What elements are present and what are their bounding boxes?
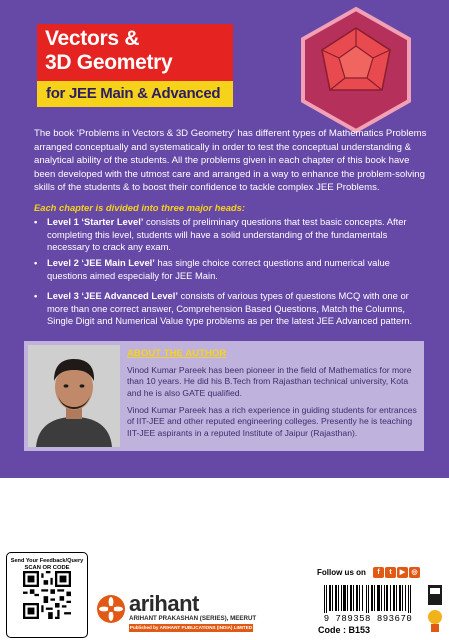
author-panel <box>24 341 424 451</box>
barcode-icon <box>322 585 414 613</box>
author-photo <box>28 345 120 447</box>
feedback-box <box>6 552 88 638</box>
bullet: • <box>34 257 38 268</box>
author-bio-1: Vinod Kumar Pareek has been pioneer in the field of Mathematics for more than 10 years. He did his B.Tech from Rajasthan technical university, Kota and he is also GATE qualified. <box>127 365 412 398</box>
title-box <box>37 24 233 81</box>
book-description: The book ‘Problems in Vectors & 3D Geometry’ has different types of Mathematics Problems arranged conceptually and systematically in order to test the conceptual understanding & analytical ability of the students. All the problems given in each chapter of this book have been developed with the utmost care and arranged in a way to enhance the problem-solving skills of the students & to boost their confidence to tackle complex JEE Problems. <box>34 128 427 194</box>
publisher-bar: Published by ARIHANT PUBLICATIONS (INDIA) LIMITED <box>129 625 253 630</box>
level-2-title: Level 2 ‘JEE Main Level’ <box>47 257 155 268</box>
book-code: Code : B153 <box>318 625 371 635</box>
qr-code-icon[interactable] <box>23 571 71 619</box>
publisher-line: ARIHANT PRAKASHAN (SERIES), MEERUT <box>129 615 257 622</box>
bullet: • <box>34 290 38 301</box>
level-3-item <box>34 290 430 328</box>
title-line-1: Vectors & <box>45 27 140 50</box>
dodecahedron-emblem-icon <box>298 6 414 134</box>
level-1-item <box>34 216 430 254</box>
level-2-item <box>34 257 430 282</box>
isbn-number: 9 789358 893670 <box>323 614 413 624</box>
facebook-icon[interactable]: f <box>373 567 384 578</box>
title-line-2: 3D Geometry <box>45 51 173 74</box>
chapter-heading: Each chapter is divided into three major heads: <box>34 202 245 213</box>
youtube-icon[interactable]: ▶ <box>397 567 408 578</box>
level-1-text: consists of preliminary questions that test basic concepts. After completing this level, students will have a solid understanding of the fundamentals necessary to crack any exam. <box>47 216 407 253</box>
subtitle-box <box>37 81 233 107</box>
subtitle: for JEE Main & Advanced <box>46 85 221 102</box>
feedback-scan-label: SCAN OR CODE <box>24 565 70 571</box>
author-bio-2: Vinod Kumar Pareek has a rich experience in guiding students for entrances of IIT-JEE and other reputed engineering colleges. Presently he is teaching IIT-JEE aspirants in a reputed Institute of Jaipur (Rajasthan). <box>127 405 417 438</box>
twitter-icon[interactable]: t <box>385 567 396 578</box>
barcode-box <box>318 583 418 623</box>
level-1-title: Level 1 ‘Starter Level’ <box>47 216 144 227</box>
feedback-title: Send Your Feedback/Query <box>10 558 84 564</box>
publisher-name: arihant <box>129 591 199 616</box>
follow-us-label: Follow us on <box>317 568 366 577</box>
level-2-text: has single choice correct questions and numerical value questions aimed especially for JEE Main. <box>47 257 390 281</box>
arihant-logo-icon <box>96 594 126 624</box>
arihant-mascot-icon <box>427 583 443 633</box>
about-author-heading: ABOUT THE AUTHOR <box>127 348 227 359</box>
level-3-text: consists of various types of questions MCQ with one or more than one correct answer, Comprehension Based Questions, Match the Columns, Single Digit and Numerical Value type problems as per the latest JEE Advanced pattern. <box>47 290 413 327</box>
bullet: • <box>34 216 38 227</box>
level-3-title: Level 3 ‘JEE Advanced Level’ <box>47 290 178 301</box>
instagram-icon[interactable]: ◎ <box>409 567 420 578</box>
